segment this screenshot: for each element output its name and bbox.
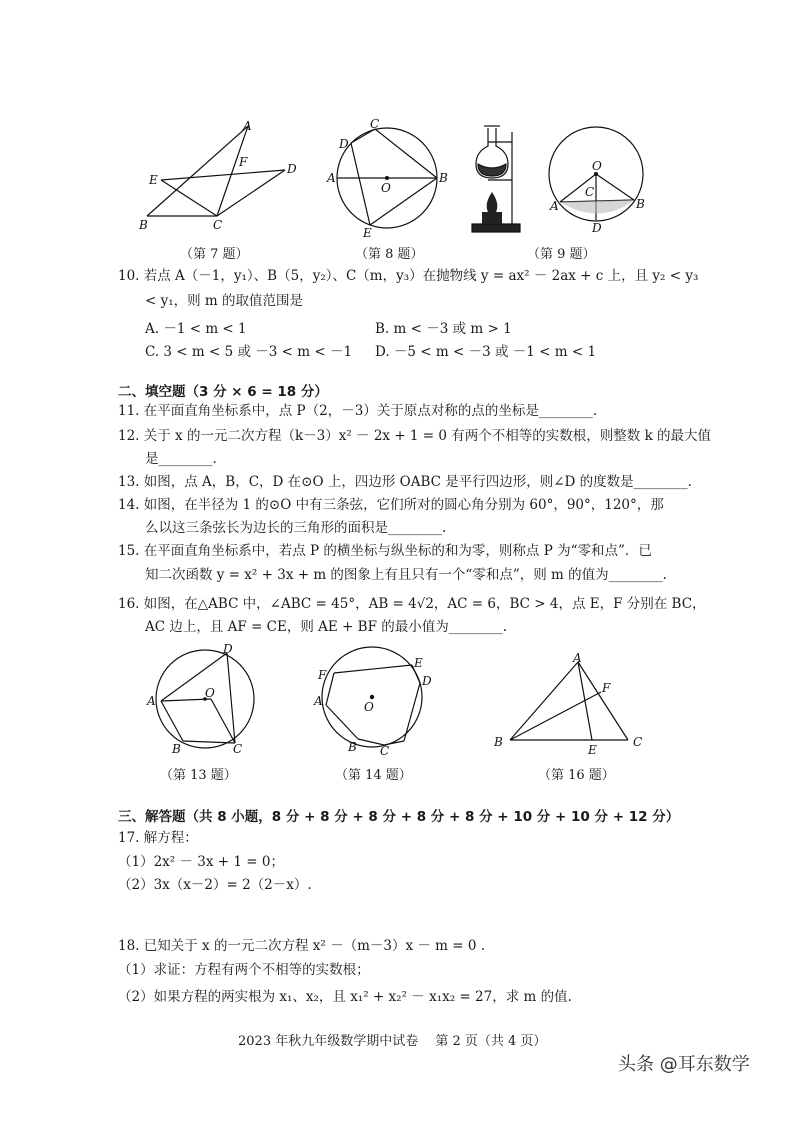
fig9-label-a: A (550, 199, 559, 213)
fig8-label-o: O (381, 181, 391, 195)
q15-line-2: 知二次函数 y = x² + 3x + m 的图象上有且只有一个“零和点”，则 m 的值为________. (145, 567, 667, 583)
fig7-caption: （第 7 题） (180, 247, 249, 262)
q17-part-2: （2）3x（x－2）= 2（2－x）. (118, 877, 312, 893)
fig14-label-e: E (414, 656, 423, 670)
fig7-label-b: B (139, 218, 148, 232)
q13: 13. 如图，点 A，B，C，D 在⊙O 上，四边形 OABC 是平行四边形，则∠D 的度数是________. (118, 474, 692, 490)
figure-13 (143, 643, 268, 758)
fig9-label-d: D (592, 221, 602, 235)
q12-line-1: 12. 关于 x 的一元二次方程（k－3）x² － 2x + 1 = 0 有两个不相等的实数根，则整数 k 的最大值 (118, 428, 712, 444)
fig8-label-c: C (370, 118, 380, 131)
figure-8 (325, 118, 450, 238)
fig14-label-a: A (314, 694, 323, 708)
fig14-caption: （第 14 题） (335, 768, 412, 783)
q18-part-1: （1）求证：方程有两个不相等的实数根； (118, 962, 370, 978)
fig7-label-a: A (243, 119, 252, 133)
q14-line-2: 么以这三条弦长为边长的三角形的面积是________. (145, 520, 447, 536)
fig8-label-e: E (363, 226, 372, 238)
figure-9 (540, 118, 655, 238)
fig16-caption: （第 16 题） (538, 768, 615, 783)
figure-16 (488, 650, 648, 758)
figure-14 (312, 643, 442, 758)
section-2-title: 二、填空题（3 分 × 6 = 18 分） (118, 384, 328, 400)
q18-title: 18. 已知关于 x 的一元二次方程 x² －（m－3）x － m = 0 . (118, 938, 486, 954)
q17-title: 17. 解方程： (118, 830, 198, 846)
q11: 11. 在平面直角坐标系中，点 P（2，－3）关于原点对称的点的坐标是________. (118, 403, 598, 419)
fig16-label-a: A (573, 651, 582, 665)
fig14-label-b: B (348, 740, 357, 754)
fig13-label-a: A (147, 694, 156, 708)
q10-option-c: C. 3 < m < 5 或 －3 < m < －1 (145, 344, 353, 360)
fig13-caption: （第 13 题） (160, 768, 237, 783)
fig14-label-d: D (422, 674, 432, 688)
fig7-label-c: C (213, 218, 223, 232)
figure-9-lab-apparatus (470, 120, 530, 235)
fig9-label-c: C (585, 185, 595, 199)
fig8-label-a: A (327, 171, 336, 185)
q15-line-1: 15. 在平面直角坐标系中，若点 P 的横坐标与纵坐标的和为零，则称点 P 为“零和点”．已 (118, 543, 652, 559)
q12-line-2: 是________. (145, 451, 217, 467)
q10-line-1: 10. 若点 A（－1，y₁）、B（5，y₂）、C（m，y₃）在抛物线 y = ax² － 2ax + c 上，且 y₂ < y₃ (118, 268, 699, 284)
q16-line-1: 16. 如图，在△ABC 中，∠ABC = 45°，AB = 4√2，AC = 6，BC > 4，点 E，F 分别在 BC， (118, 596, 706, 612)
fig16-label-e: E (588, 743, 597, 757)
fig13-label-c: C (233, 742, 243, 756)
q17-part-1: （1）2x² － 3x + 1 = 0； (118, 854, 284, 870)
fig13-label-o: O (205, 686, 215, 700)
q10-option-b: B. m < －3 或 m > 1 (375, 321, 512, 337)
q10-option-a: A. －1 < m < 1 (145, 321, 247, 337)
q10-line-2: < y₁，则 m 的取值范围是 (145, 293, 304, 309)
fig14-label-f: F (318, 668, 327, 682)
fig14-label-o: O (364, 700, 374, 714)
fig14-label-c: C (380, 744, 390, 758)
fig7-label-f: F (239, 155, 248, 169)
fig16-label-b: B (494, 735, 503, 749)
q18-part-2: （2）如果方程的两实根为 x₁、x₂，且 x₁² + x₂² － x₁x₂ = 27，求 m 的值. (118, 989, 572, 1005)
fig7-label-d: D (287, 162, 297, 176)
fig16-label-f: F (602, 681, 611, 695)
q16-line-2: AC 边上，且 AF = CE，则 AE + BF 的最小值为________. (145, 619, 508, 635)
watermark: 头条 @耳东数学 (618, 1054, 750, 1075)
fig9-label-o: O (592, 159, 602, 173)
figure-7 (135, 118, 310, 238)
fig13-label-d: D (223, 643, 233, 656)
fig8-label-d: D (339, 137, 349, 151)
fig13-label-b: B (172, 742, 181, 756)
flame-icon (487, 192, 498, 215)
q10-option-d: D. －5 < m < －3 或 －1 < m < 1 (375, 344, 597, 360)
fig8-label-b: B (439, 171, 448, 185)
section-3-title: 三、解答题（共 8 小题，8 分 + 8 分 + 8 分 + 8 分 + 8 分 + 10 分 + 10 分 + 12 分） (118, 809, 680, 825)
fig9-caption: （第 9 题） (527, 247, 596, 262)
fig7-label-e: E (149, 173, 158, 187)
fig9-label-b: B (636, 197, 645, 211)
fig16-label-c: C (633, 735, 643, 749)
q14-line-1: 14. 如图，在半径为 1 的⊙O 中有三条弦，它们所对的圆心角分别为 60°，90°，120°，那 (118, 497, 664, 513)
fig8-caption: （第 8 题） (355, 247, 424, 262)
page-footer: 2023 年秋九年级数学期中试卷 第 2 页（共 4 页） (238, 1034, 547, 1049)
